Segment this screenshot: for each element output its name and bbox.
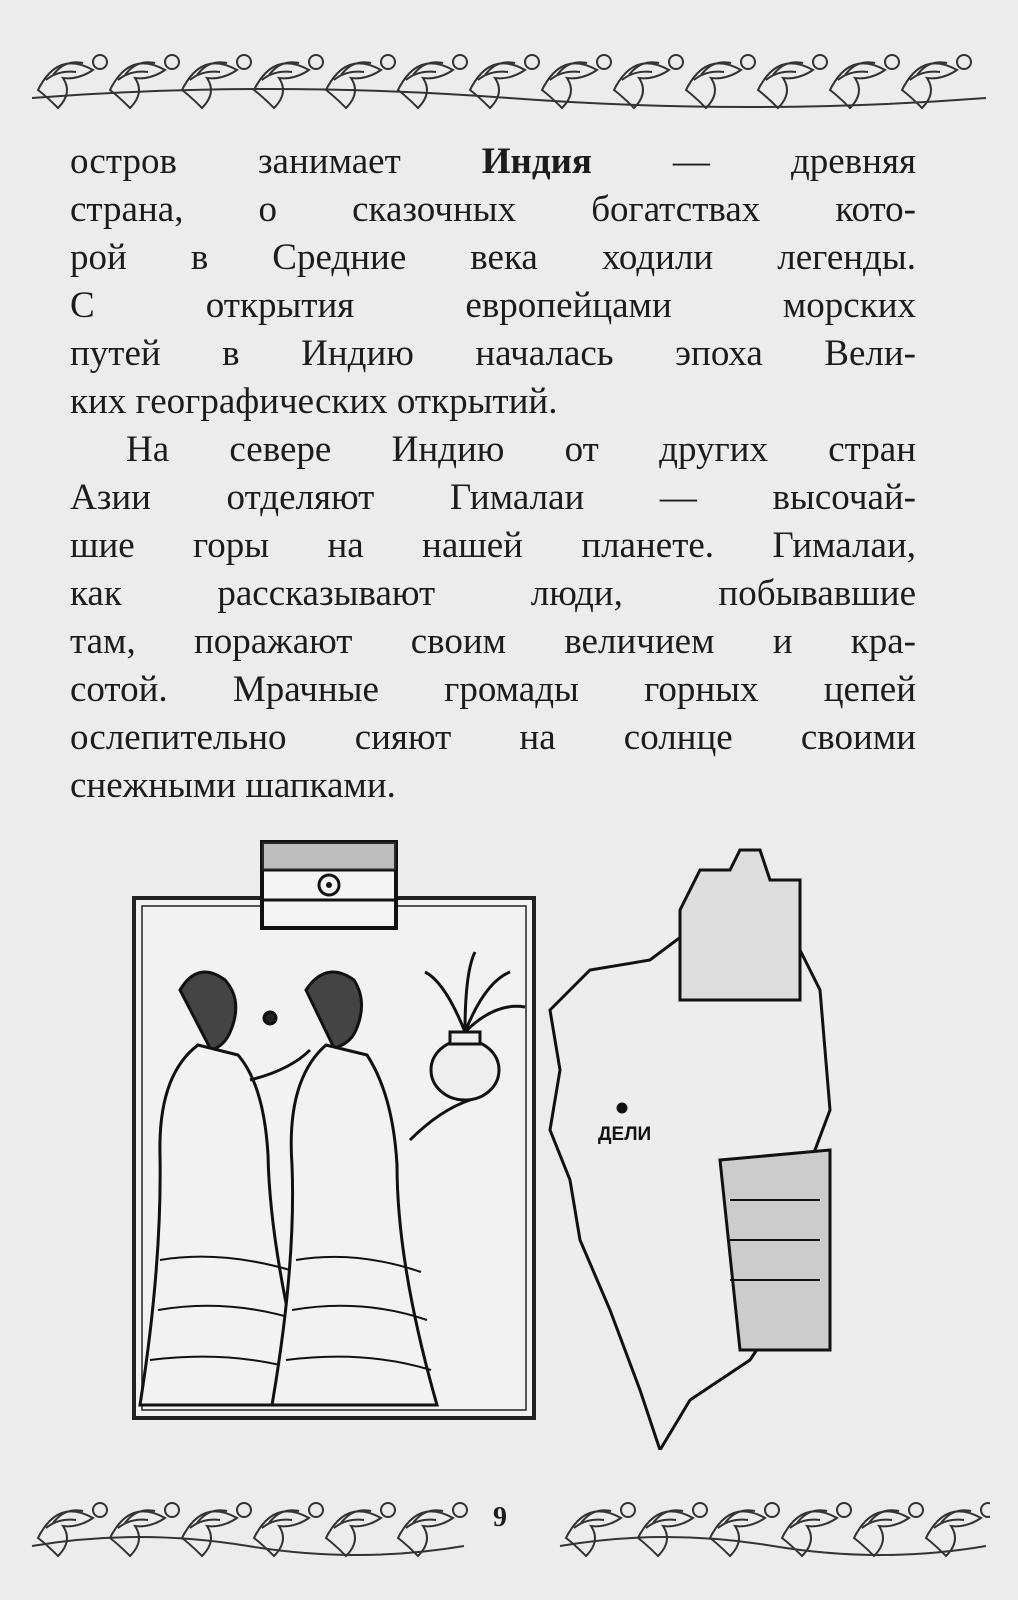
leaf-motif [38, 62, 93, 108]
map-of-india [550, 850, 830, 1450]
flower-motif [885, 55, 899, 69]
flower-motif [93, 55, 107, 69]
leaf-motif [326, 1510, 381, 1556]
text-line: снежными шапками. [70, 765, 396, 806]
flower-motif [837, 1503, 851, 1517]
flower-motif [381, 1503, 395, 1517]
flower-motif [597, 55, 611, 69]
leaf-motif [470, 62, 525, 108]
leaf-motif [830, 62, 885, 108]
india-illustration [120, 840, 880, 1450]
bold-term-india: Индия [481, 141, 592, 182]
leaf-motif [182, 1510, 237, 1556]
flower-motif [309, 1503, 323, 1517]
text-line: там, поражают своим величием и кра- [70, 621, 916, 662]
flower-motif [453, 1503, 467, 1517]
flower-motif [165, 55, 179, 69]
flower-motif [957, 55, 971, 69]
flower-motif [453, 55, 467, 69]
text-line: рой в Средние века ходили легенды. [70, 237, 916, 278]
text-line: путей в Индию началась эпоха Вели- [70, 333, 916, 374]
ornament-vine [560, 1537, 986, 1555]
text-line: Азии отделяют Гималаи — высочай- [70, 477, 916, 518]
text-line: На севере Индию от других стран [126, 429, 916, 470]
flower-motif [93, 1503, 107, 1517]
bottom-floral-ornament-left [28, 1488, 468, 1558]
indian-flag [262, 842, 396, 928]
flower-motif [525, 55, 539, 69]
leaf-motif [182, 62, 237, 108]
text-line: остров занимает Индия — древняя [70, 141, 916, 182]
flower-motif [765, 1503, 779, 1517]
leaf-motif [398, 62, 453, 108]
page-number: 9 [493, 1502, 507, 1533]
bottom-floral-ornament-right [556, 1488, 990, 1558]
leaf-motif [710, 1510, 765, 1556]
text-line: страна, о сказочных богатствах кото- [70, 189, 916, 230]
map-label-delhi: ДЕЛИ [598, 1124, 652, 1145]
flower-motif [741, 55, 755, 69]
flower-motif [237, 55, 251, 69]
leaf-motif [326, 62, 381, 108]
leaf-motif [566, 1510, 621, 1556]
flower-motif [909, 1503, 923, 1517]
flower-motif [309, 55, 323, 69]
ornament-vine [32, 89, 986, 107]
leaf-motif [110, 62, 165, 108]
leaf-motif [110, 1510, 165, 1556]
text-line: ослепительно сияют на солнце своими [70, 717, 916, 758]
leaf-motif [686, 62, 741, 108]
leaf-motif [638, 1510, 693, 1556]
flower-motif [237, 1503, 251, 1517]
body-text [70, 138, 916, 810]
text-line: как рассказывают люди, побывавшие [70, 573, 916, 614]
flower-motif [693, 1503, 707, 1517]
text-line: шие горы на нашей планете. Гималаи, [70, 525, 916, 566]
leaf-motif [854, 1510, 909, 1556]
flower-motif [981, 1503, 990, 1517]
text-line: С открытия европейцами морских [70, 285, 916, 326]
leaf-motif [614, 62, 669, 108]
flower-motif [621, 1503, 635, 1517]
leaf-motif [254, 62, 309, 108]
leaf-motif [758, 62, 813, 108]
top-floral-ornament [28, 40, 990, 110]
leaf-motif [38, 1510, 93, 1556]
flower-motif [381, 55, 395, 69]
text-line: ких географических открытий. [70, 381, 558, 422]
flower-motif [669, 55, 683, 69]
flower-motif [813, 55, 827, 69]
flower-motif [165, 1503, 179, 1517]
text-line: сотой. Мрачные громады горных цепей [70, 669, 916, 710]
